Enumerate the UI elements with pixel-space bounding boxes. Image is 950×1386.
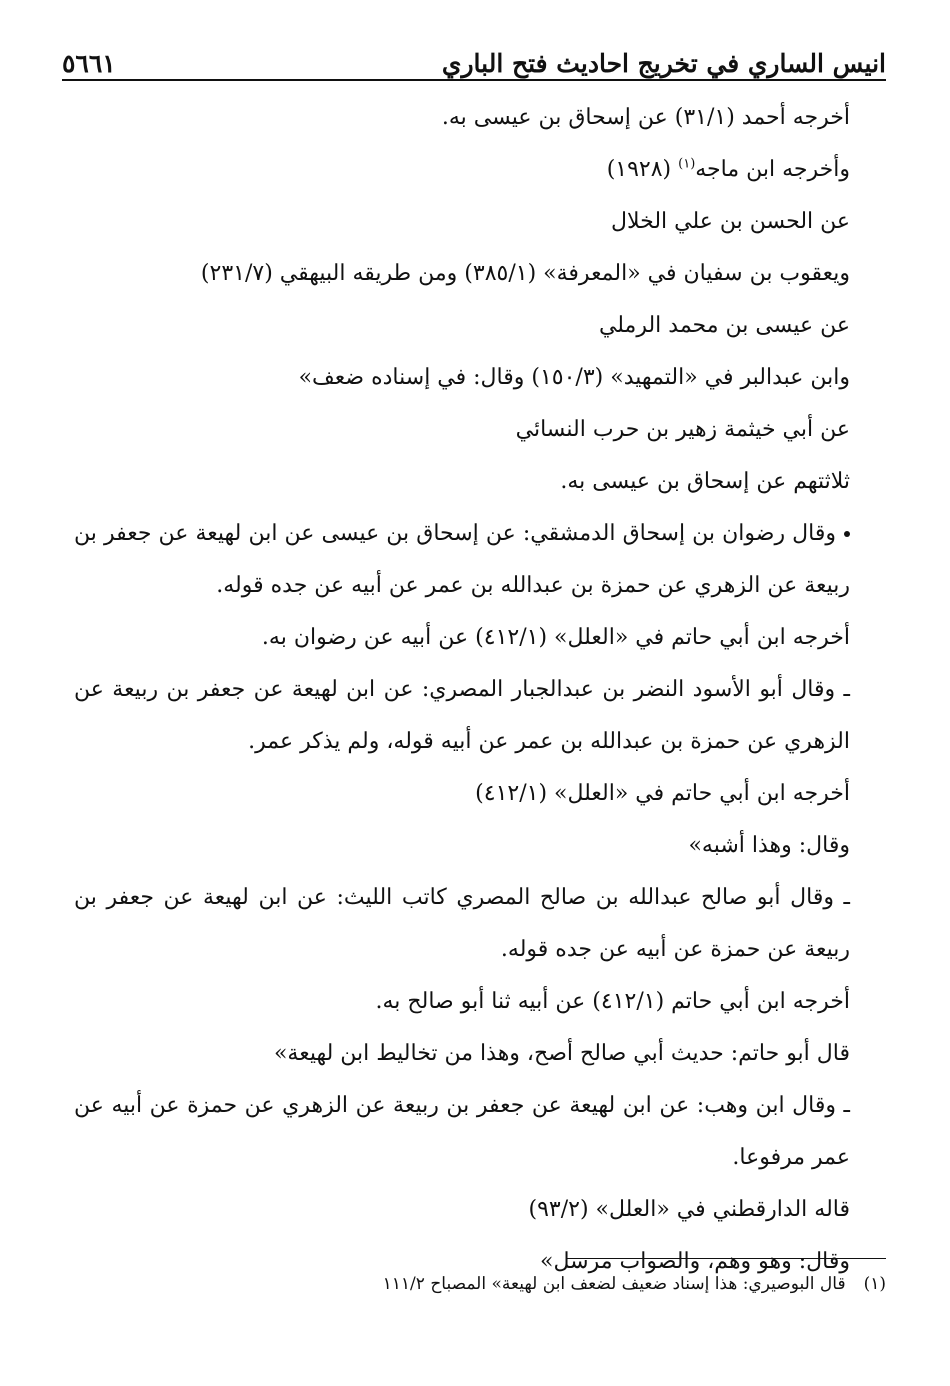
paragraph: أخرجه ابن أبي حاتم (٤١٢/١) عن أبيه ثنا أبو صالح به. (375, 989, 850, 1014)
paragraph: أخرجه أحمد (٣١/١) عن إسحاق بن عيسى به. (441, 105, 850, 130)
paragraph: عن عيسى بن محمد الرملي (598, 313, 850, 338)
page-number: ٥٦٦١ (62, 49, 116, 78)
footnote-rule (566, 1258, 886, 1259)
paragraph: أخرجه ابن أبي حاتم في «العلل» (٤١٢/١) عن أبيه عن رضوان به. (261, 625, 850, 650)
running-title: انيس الساري في تخريج احاديث فتح الباري (441, 49, 886, 78)
paragraph: قاله الدارقطني في «العلل» (٩٣/٢) (528, 1197, 850, 1222)
paragraph (74, 144, 850, 196)
paragraph-text: وأخرجه ابن ماجه (695, 157, 850, 182)
paragraph: عن أبي خيثمة زهير بن حرب النسائي (515, 417, 850, 442)
paragraph-text: (١٩٢٨) (606, 157, 679, 182)
footnote-text: قال البوصيري: هذا إسناد ضعيف لضعف ابن لهيعة» المصباح ١١١/٢ (382, 1274, 846, 1294)
paragraph: وقال: وهو وهم، والصواب مرسل» (540, 1249, 850, 1274)
footnote-number: (١) (863, 1274, 886, 1294)
paragraph: قال أبو حاتم: حديث أبي صالح أصح، وهذا من تخاليط ابن لهيعة» (273, 1041, 850, 1066)
page-header (62, 38, 886, 78)
paragraph: وابن عبدالبر في «التمهيد» (١٥٠/٣) وقال: في إسناده ضعف» (298, 365, 850, 390)
paragraph-text: وقال رضوان بن إسحاق الدمشقي: عن إسحاق بن عيسى عن ابن لهيعة عن جعفر بن ربيعة عن الزهري عن حمزة بن عبدالله بن عمر عن أبيه عن جده قوله. (74, 521, 850, 598)
paragraph: عن الحسن بن علي الخلال (611, 209, 850, 234)
footnote-reference[interactable]: (١) (678, 156, 696, 172)
paragraph: أخرجه ابن أبي حاتم في «العلل» (٤١٢/١) (475, 781, 850, 806)
paragraph: ـ وقال ابن وهب: عن ابن لهيعة عن جعفر بن ربيعة عن الزهري عن حمزة عن أبيه عن عمر مرفوعا. (74, 1093, 850, 1170)
paragraph: ـ وقال أبو صالح عبدالله بن صالح المصري كاتب الليث: عن ابن لهيعة عن جعفر بن ربيعة عن حمزة عن أبيه عن جده قوله. (74, 885, 850, 962)
body-text (74, 92, 850, 1288)
paragraph: وقال: وهذا أشبه» (688, 833, 850, 858)
paragraph: ـ وقال أبو الأسود النضر بن عبدالجبار المصري: عن ابن لهيعة عن جعفر بن ربيعة عن الزهري عن حمزة بن عبدالله بن عمر عن أبيه قوله، ولم يذكر عمر. (74, 677, 850, 754)
bullet-paragraph (74, 508, 880, 612)
paragraph: ويعقوب بن سفيان في «المعرفة» (٣٨٥/١) ومن طريقه البيهقي (٢٣١/٧) (200, 261, 850, 286)
bullet-icon (844, 531, 850, 537)
header-rule (62, 79, 886, 81)
footnote (74, 1270, 886, 1298)
paragraph: ثلاثتهم عن إسحاق بن عيسى به. (560, 469, 850, 494)
